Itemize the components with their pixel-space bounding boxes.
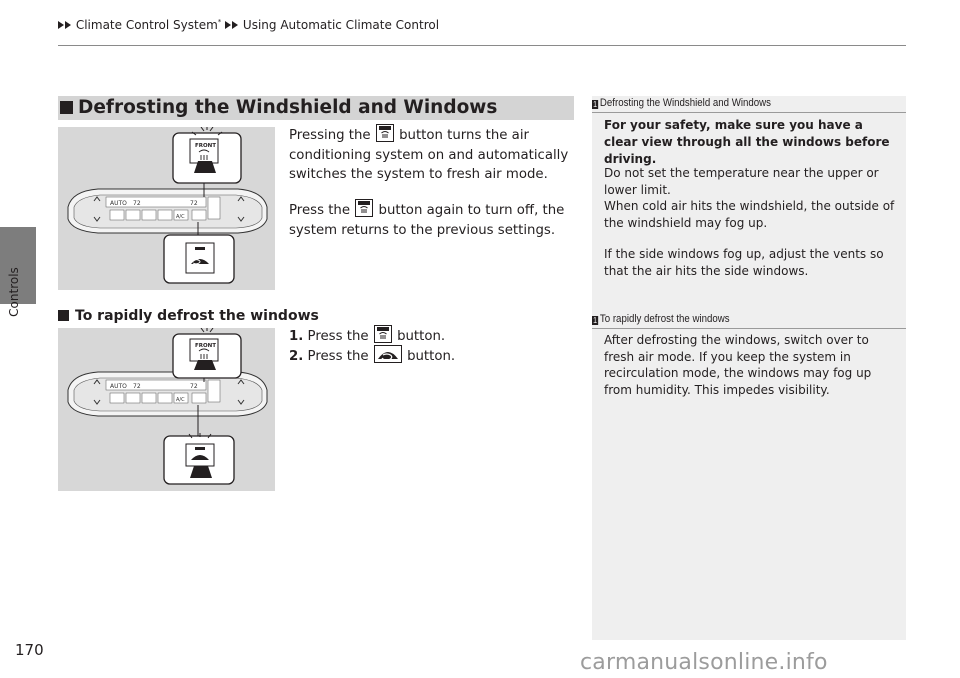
subsection-title: To rapidly defrost the windows — [58, 308, 319, 324]
paragraph-front-defrost: Pressing the button turns the air conditioning system on and automatically switches the system to fresh air mode. — [289, 124, 574, 185]
recirculation-icon — [374, 345, 402, 363]
svg-text:FRONT: FRONT — [195, 343, 217, 349]
front-defrost-icon — [376, 124, 394, 142]
note-divider — [592, 328, 906, 329]
note-paragraph: If the side windows fog up, adjust the vents so that the air hits the side windows. — [604, 247, 884, 278]
note-paragraph: Do not set the temperature near the upper or lower limit. When cold air hits the windshield, the outside of the windshield may fog up. — [604, 166, 895, 230]
watermark: carmanualsonline.info — [580, 650, 828, 675]
svg-text:FRONT: FRONT — [195, 143, 217, 149]
heading-square-icon — [60, 101, 73, 114]
breadcrumb-arrow-icon — [65, 21, 71, 29]
front-defrost-icon — [374, 325, 392, 343]
safety-note: For your safety, make sure you have a clear view through all the windows before driving. — [604, 118, 890, 166]
paragraph-turn-off: Press the button again to turn off, the system returns to the previous settings. — [289, 199, 574, 240]
step-1: 1. Press the button. — [289, 325, 445, 347]
illustration-rapid-defrost — [58, 328, 275, 491]
breadcrumb-arrow-icon — [225, 21, 231, 29]
svg-text:72: 72 — [133, 383, 141, 390]
svg-text:A/C: A/C — [176, 397, 185, 403]
svg-text:72: 72 — [133, 200, 141, 207]
note-heading: 1 To rapidly defrost the windows — [593, 313, 730, 325]
chapter-tab-label: Controls — [7, 267, 21, 317]
step-2: 2. Press the button. — [289, 345, 455, 367]
svg-text:72: 72 — [190, 383, 198, 390]
front-defrost-icon — [355, 199, 373, 217]
page-number: 170 — [15, 641, 44, 659]
header-divider — [58, 45, 906, 46]
breadcrumb-current: Using Automatic Climate Control — [242, 18, 440, 32]
illustration-front-defrost — [58, 127, 275, 290]
svg-text:AUTO: AUTO — [110, 200, 127, 207]
breadcrumb-arrow-icon — [232, 21, 238, 29]
note-paragraph: After defrosting the windows, switch over to fresh air mode. If you keep the system in recirculation mode, the windows may fog up from humidity. This impedes visibility. — [604, 333, 872, 397]
heading-square-icon — [58, 310, 69, 321]
section-title: Defrosting the Windshield and Windows — [60, 96, 497, 120]
optional-feature-mark: * — [217, 18, 222, 26]
note-heading: 1 Defrosting the Windshield and Windows — [593, 97, 772, 109]
breadcrumb-arrow-icon — [58, 21, 64, 29]
breadcrumb — [58, 18, 439, 32]
breadcrumb-link-climate[interactable]: Climate Control System — [75, 18, 218, 32]
svg-text:A/C: A/C — [176, 214, 185, 220]
svg-text:72: 72 — [190, 200, 198, 207]
note-divider — [592, 112, 906, 113]
svg-text:AUTO: AUTO — [110, 383, 127, 390]
